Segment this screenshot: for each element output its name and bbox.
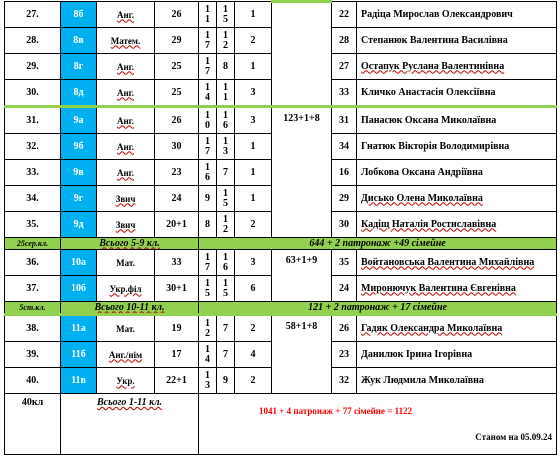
student-count: 25 (155, 54, 199, 80)
class-name: 10б (61, 276, 97, 302)
count-a: 1 7 (199, 250, 217, 276)
teacher-name: Дисько Олена Миколаївна (357, 186, 557, 212)
subject: Звич (97, 186, 155, 212)
table-row (5, 315, 557, 342)
count-b: 1 5 (217, 276, 235, 302)
row-number: 27. (5, 2, 61, 28)
summary-label: 25сер.кл. (5, 238, 61, 250)
count-a: 1 0 (199, 107, 217, 134)
subject: Звич (97, 212, 155, 238)
count-a: 1 3 (199, 368, 217, 394)
status-date: Станом на 05.09.24 (475, 432, 552, 442)
count-c: 1 (235, 160, 272, 186)
row-number: 39. (5, 342, 61, 368)
row-number: 31. (5, 107, 61, 134)
count-a: 1 5 (199, 276, 217, 302)
count-c: 1 (235, 54, 272, 80)
student-count: 25 (155, 80, 199, 107)
room-number: 34 (332, 134, 357, 160)
row-number: 30. (5, 80, 61, 107)
student-count: 22+1 (155, 368, 199, 394)
teacher-name: Остапук Руслана Валентинівна (357, 54, 557, 80)
count-a: 1 7 (199, 54, 217, 80)
final-row (5, 394, 557, 455)
student-count: 19 (155, 315, 199, 342)
count-b: 1 5 (217, 2, 235, 28)
room-number: 27 (332, 54, 357, 80)
count-c: 2 (235, 368, 272, 394)
teacher-name: Панасюк Оксана Миколаївна (357, 107, 557, 134)
teacher-name: Кличко Анастасія Олексіївна (357, 80, 557, 107)
teacher-name: Гнатюк Вікторія Володимирівна (357, 134, 557, 160)
student-count: 20+1 (155, 212, 199, 238)
class-name: 8в (61, 28, 97, 54)
row-number: 32. (5, 134, 61, 160)
subject: Анг. (97, 160, 155, 186)
group-total: 63+1+9 (272, 250, 332, 302)
count-c: 2 (235, 315, 272, 342)
count-a: 1 7 (199, 134, 217, 160)
count-c: 3 (235, 250, 272, 276)
class-name: 11в (61, 368, 97, 394)
subject: Анг. (97, 134, 155, 160)
room-number: 22 (332, 2, 357, 28)
count-c: 1 (235, 2, 272, 28)
class-name: 11а (61, 315, 97, 342)
count-b: 1 3 (217, 134, 235, 160)
room-number: 32 (332, 368, 357, 394)
room-number: 31 (332, 107, 357, 134)
table-row (5, 2, 557, 28)
row-number: 40. (5, 368, 61, 394)
count-b: 1 2 (217, 212, 235, 238)
teacher-name: Данилюк Ірина Ігорівна (357, 342, 557, 368)
room-number: 23 (332, 342, 357, 368)
summary-10-11 (5, 302, 557, 315)
student-count: 23 (155, 160, 199, 186)
student-count: 17 (155, 342, 199, 368)
row-number: 34. (5, 186, 61, 212)
student-count: 30 (155, 134, 199, 160)
count-b: 7 (217, 342, 235, 368)
summary-5-9 (5, 238, 557, 250)
teacher-name: Лобкова Оксана Андріївна (357, 160, 557, 186)
count-c: 3 (235, 107, 272, 134)
subject: Матем. (97, 28, 155, 54)
teacher-name: Степанюк Валентина Василівна (357, 28, 557, 54)
count-a: 1 4 (199, 80, 217, 107)
teacher-name: Кадіщ Наталія Ростиславівна (357, 212, 557, 238)
subject: Укр.філ (97, 276, 155, 302)
row-number: 33. (5, 160, 61, 186)
final-total: 1041 + 4 патронаж + 77 сімейне = 1122 Станом на 05.09.24 (199, 394, 557, 455)
room-number: 30 (332, 212, 357, 238)
student-count: 24 (155, 186, 199, 212)
class-name: 9а (61, 107, 97, 134)
room-number: 33 (332, 80, 357, 107)
class-table (4, 0, 557, 455)
count-c: 2 (235, 28, 272, 54)
class-name: 9г (61, 186, 97, 212)
count-a: 1 4 (199, 342, 217, 368)
student-count: 30+1 (155, 276, 199, 302)
final-title: Всього 1-11 кл. (61, 394, 199, 455)
group-total: 58+1+8 (272, 315, 332, 394)
teacher-name: Войтановська Валентина Михайлівна (357, 250, 557, 276)
student-count: 33 (155, 250, 199, 276)
room-number: 24 (332, 276, 357, 302)
class-name: 9д (61, 212, 97, 238)
count-b: 7 (217, 315, 235, 342)
room-number: 16 (332, 160, 357, 186)
student-count: 26 (155, 107, 199, 134)
count-b: 1 6 (217, 107, 235, 134)
teacher-name: Миронючук Валентина Євгенівна (357, 276, 557, 302)
room-number: 26 (332, 315, 357, 342)
count-a: 1 7 (199, 28, 217, 54)
count-c: 4 (235, 342, 272, 368)
room-number: 28 (332, 28, 357, 54)
row-number: 38. (5, 315, 61, 342)
count-c: 6 (235, 276, 272, 302)
final-label: 40кл (5, 394, 61, 455)
student-count: 29 (155, 28, 199, 54)
subject: Анг. (97, 107, 155, 134)
group-total: 123+1+8 (272, 107, 332, 238)
count-b: 1 5 (217, 186, 235, 212)
table-row (5, 250, 557, 276)
count-a: 1 6 (199, 160, 217, 186)
subject: Укр. (97, 368, 155, 394)
count-b: 1 2 (217, 28, 235, 54)
teacher-name: Жук Людмила Миколаївна (357, 368, 557, 394)
count-a: 1 2 (199, 315, 217, 342)
subject: Анг. (97, 54, 155, 80)
summary-title: Всього 10-11 кл. (61, 302, 199, 315)
class-name: 9б (61, 134, 97, 160)
count-a: 9 (199, 186, 217, 212)
row-number: 29. (5, 54, 61, 80)
class-name: 10а (61, 250, 97, 276)
row-number: 28. (5, 28, 61, 54)
count-a: 8 (199, 212, 217, 238)
class-name: 11б (61, 342, 97, 368)
subject: Анг. (97, 2, 155, 28)
count-b: 9 (217, 368, 235, 394)
count-b: 1 1 (217, 80, 235, 107)
summary-label: 5ст.кл. (5, 302, 61, 315)
teacher-name: Радіца Мирослав Олександрович (357, 2, 557, 28)
class-name: 8г (61, 54, 97, 80)
class-name: 8д (61, 80, 97, 107)
count-a: 1 1 (199, 2, 217, 28)
count-c: 2 (235, 212, 272, 238)
room-number: 29 (332, 186, 357, 212)
row-number: 35. (5, 212, 61, 238)
row-number: 37. (5, 276, 61, 302)
count-c: 1 (235, 134, 272, 160)
teacher-name: Гадяк Олександра Миколаївна (357, 315, 557, 342)
class-name: 8б (61, 2, 97, 28)
summary-total: 644 + 2 патронаж +49 сімейне (199, 238, 557, 250)
subject: Анг. (97, 80, 155, 107)
room-number: 35 (332, 250, 357, 276)
table-row (5, 107, 557, 134)
group-total (272, 2, 332, 107)
count-b: 1 6 (217, 250, 235, 276)
count-b: 8 (217, 54, 235, 80)
subject: Мат. (97, 315, 155, 342)
summary-total: 121 + 2 патронаж + 17 сімейне (199, 302, 557, 315)
count-b: 7 (217, 160, 235, 186)
subject: Мат. (97, 250, 155, 276)
count-c: 3 (235, 80, 272, 107)
class-name: 9в (61, 160, 97, 186)
student-count: 26 (155, 2, 199, 28)
row-number: 36. (5, 250, 61, 276)
count-c: 1 (235, 186, 272, 212)
summary-title: Всього 5-9 кл. (61, 238, 199, 250)
subject: Анг./нім (97, 342, 155, 368)
